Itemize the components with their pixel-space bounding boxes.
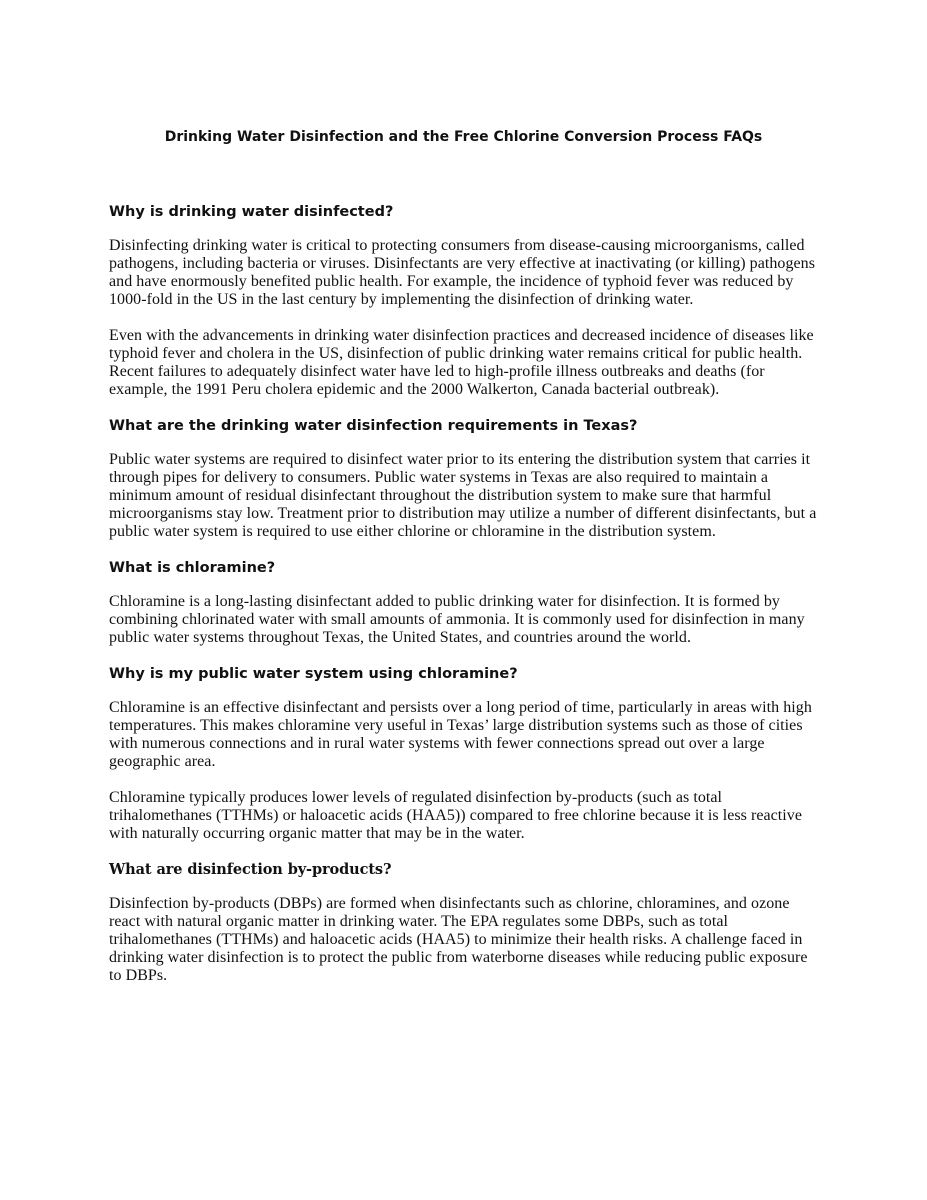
faq-question: Why is my public water system using chloramine?: [109, 666, 518, 682]
faq-section-why-chloramine: [109, 665, 821, 843]
faq-section-texas-requirements: [109, 417, 821, 541]
faq-section-why-disinfected: [109, 203, 821, 399]
faq-section-disinfection-byproducts: [109, 861, 821, 985]
faq-question: What are the drinking water disinfection requirements in Texas?: [109, 418, 638, 434]
faq-paragraph: Public water systems are required to disinfect water prior to its entering the distribution system that carries it through pipes for delivery to consumers. Public water systems in Texas are also required to maintain a minimum amount of residual disinfectant throughout the distribution system to make sure that harmful microorganisms stay low. Treatment prior to distribution may utilize a number of different disinfectants, but a public water system is required to use either chlorine or chloramine in the distribution system.: [109, 451, 817, 540]
faq-section-what-is-chloramine: [109, 559, 821, 647]
faq-paragraph: Chloramine is an effective disinfectant and persists over a long period of time, particularly in areas with high temperatures. This makes chloramine very useful in Texas’ large distribution systems such as those of cities with numerous connections and in rural water systems with fewer connections spread out over a large geographic area.: [109, 699, 812, 770]
faq-question: What are disinfection by-products?: [109, 861, 392, 878]
faq-paragraph: Chloramine typically produces lower levels of regulated disinfection by-products (such as total trihalomethanes (TTHMs) or haloacetic acids (HAA5)) compared to free chlorine because it is less reactive with naturally occurring organic matter that may be in the water.: [109, 789, 802, 842]
faq-content: [109, 203, 821, 1003]
faq-paragraph: Disinfection by-products (DBPs) are formed when disinfectants such as chlorine, chloramines, and ozone react with natural organic matter in drinking water. The EPA regulates some DBPs, such as total trihalomethanes (TTHMs) and haloacetic acids (HAA5) to minimize their health risks. A challenge faced in drinking water disinfection is to protect the public from waterborne diseases while reducing public exposure to DBPs.: [109, 895, 808, 984]
faq-paragraph: Chloramine is a long-lasting disinfectant added to public drinking water for disinfection. It is formed by combining chlorinated water with small amounts of ammonia. It is commonly used for disinfection in many public water systems throughout Texas, the United States, and countries around the world.: [109, 593, 805, 646]
faq-question: What is chloramine?: [109, 560, 276, 576]
faq-paragraph: Disinfecting drinking water is critical to protecting consumers from disease-causing microorganisms, called pathogens, including bacteria or viruses. Disinfectants are very effective at inactivating (or killing) pathogens and have enormously benefited public health. For example, the incidence of typhoid fever was reduced by 1000-fold in the US in the last century by implementing the disinfection of drinking water.: [109, 237, 816, 308]
faq-question: Why is drinking water disinfected?: [109, 204, 394, 220]
document-title: Drinking Water Disinfection and the Free Chlorine Conversion Process FAQs: [164, 129, 763, 145]
faq-paragraph: Even with the advancements in drinking water disinfection practices and decreased incidence of diseases like typhoid fever and cholera in the US, disinfection of public drinking water remains critical for public health. Recent failures to adequately disinfect water have led to high-profile illness outbreaks and deaths (for example, the 1991 Peru cholera epidemic and the 2000 Walkerton, Canada bacterial outbreak).: [109, 327, 814, 398]
